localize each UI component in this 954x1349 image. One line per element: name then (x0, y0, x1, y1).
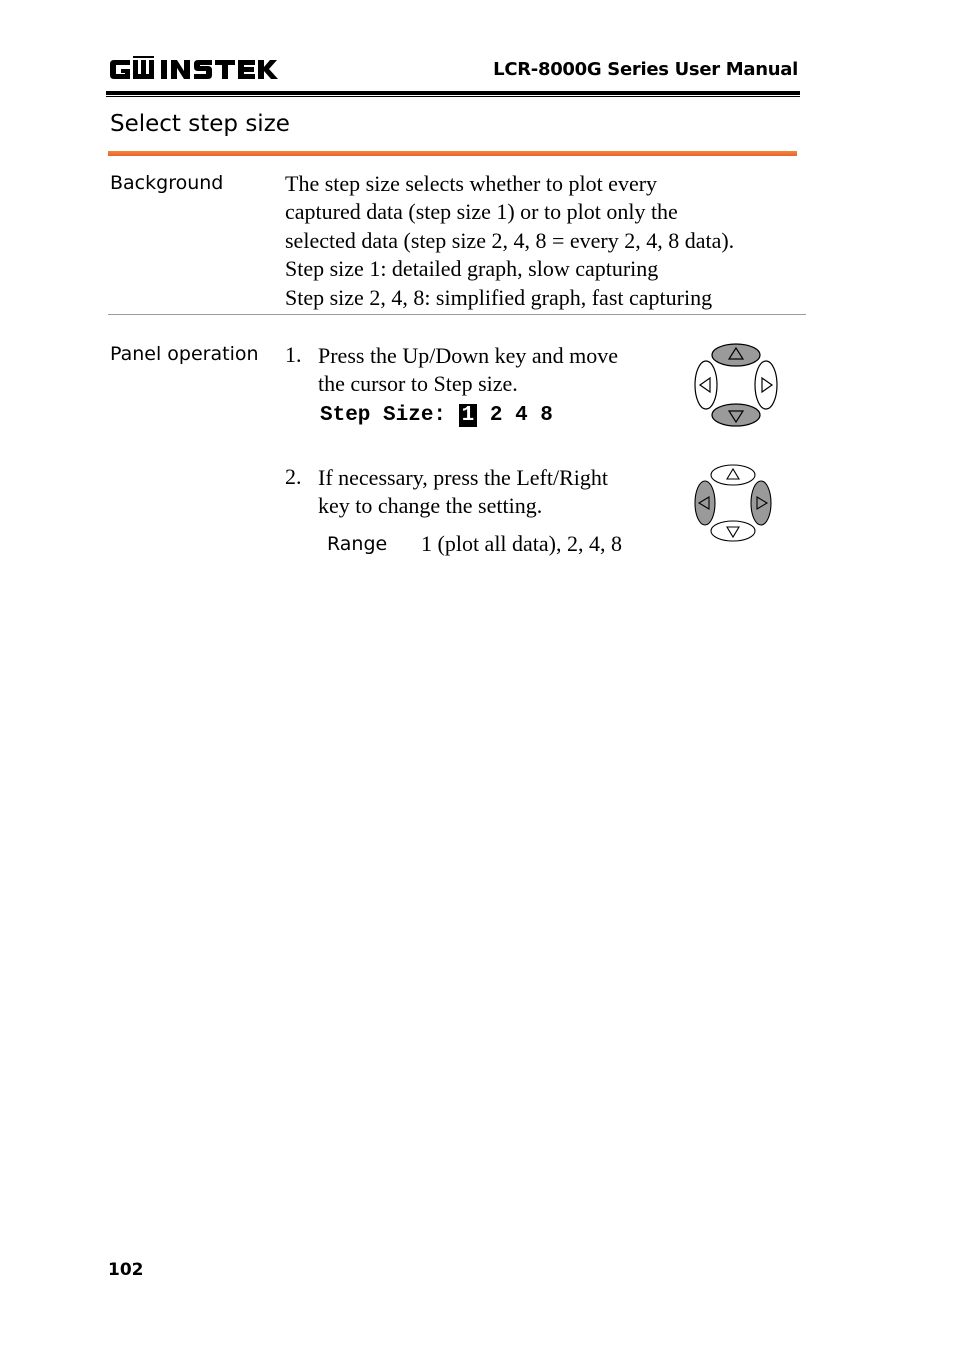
left-right-arrow-keys-icon (692, 462, 774, 544)
background-line: selected data (step size 2, 4, 8 = every 2, 4, 8 data). (285, 227, 735, 253)
background-line: Step size 2, 4, 8: simplified graph, fast capturing (285, 284, 713, 310)
background-line: captured data (step size 1) or to plot only the (285, 199, 678, 225)
step-1-line: Press the Up/Down key and move (318, 343, 619, 368)
display-other-values: 2 4 8 (489, 404, 553, 427)
step-size-display (320, 404, 553, 427)
gw-instek-logo (108, 52, 280, 86)
panel-operation-label: Panel operation (110, 343, 259, 365)
range-value: 1 (plot all data), 2, 4, 8 (421, 531, 623, 556)
range-label: Range (327, 533, 388, 555)
row-divider (108, 314, 806, 315)
step-1-number: 1. (285, 342, 302, 367)
step-2-text (318, 464, 678, 521)
display-selected-value: 1 (459, 404, 478, 427)
step-1-text (318, 342, 688, 399)
section-accent-rule (108, 151, 797, 156)
header-rule (106, 91, 800, 95)
display-prefix: Step Size: (320, 404, 447, 427)
page-number: 102 (108, 1260, 144, 1280)
background-line: The step size selects whether to plot every (285, 171, 658, 196)
header-rule-thin (106, 96, 800, 97)
step-2-number: 2. (285, 464, 302, 489)
manual-title: LCR-8000G Series User Manual (493, 59, 798, 80)
step-1-line: the cursor to Step size. (318, 371, 518, 397)
step-2-line: If necessary, press the Left/Right (318, 465, 608, 490)
section-title: Select step size (110, 111, 290, 137)
up-down-arrow-keys-icon (692, 341, 780, 429)
background-line: Step size 1: detailed graph, slow capturing (285, 256, 659, 282)
background-label: Background (110, 172, 224, 194)
step-2-line: key to change the setting. (318, 493, 543, 519)
background-text (285, 170, 805, 312)
